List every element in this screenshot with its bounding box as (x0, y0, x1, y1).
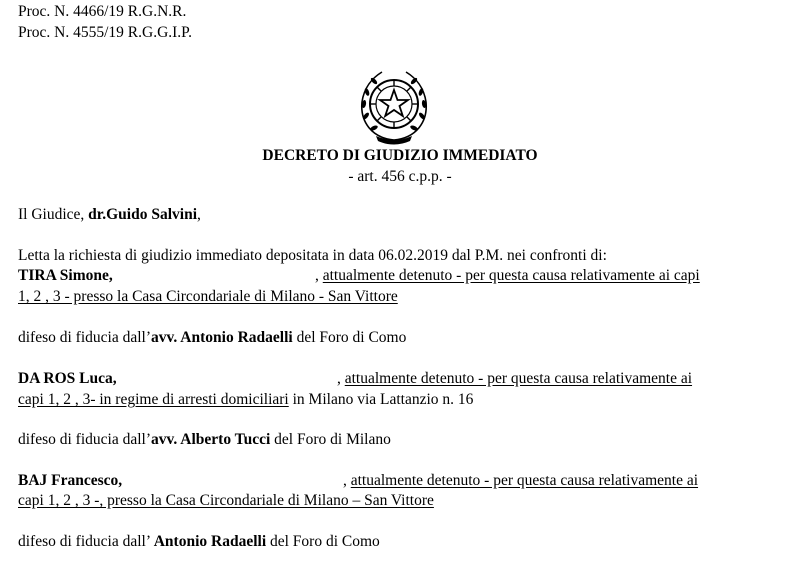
defendant-status-line: , attualmente detenuto - per questa causa relativamente ai (343, 472, 699, 489)
defendant-status-line: , attualmente detenuto - per questa causa relativamente ai capi (315, 267, 700, 284)
defendant-status-line: capi 1, 2 , 3 -, presso la Casa Circondariale di Milano – San Vittore (18, 492, 434, 509)
defense-line: difeso di fiducia dall’avv. Antonio Radaelli del Foro di Como (18, 329, 407, 346)
lawyer-name: Antonio Radaelli (180, 329, 293, 346)
defendant-status-line: capi 1, 2 , 3- in regime di arresti domiciliari in Milano via Lattanzio n. 16 (18, 391, 474, 408)
italian-republic-emblem-icon (352, 66, 436, 146)
lawyer-name: Antonio Radaelli (153, 533, 267, 550)
judge-line: Il Giudice, dr.Guido Salvini, (18, 206, 201, 223)
case-number-rggip: Proc. N. 4555/19 R.G.G.I.P. (18, 24, 192, 41)
defendant-name: TIRA Simone, (18, 267, 113, 284)
request-text: Letta la richiesta di giudizio immediato depositata in data 06.02.2019 dal P.M. nei confronti di: (18, 247, 607, 264)
defendant-name: BAJ Francesco, (18, 472, 123, 489)
document-title: DECRETO DI GIUDIZIO IMMEDIATO (262, 147, 538, 164)
defense-line: difeso di fiducia dall’ Antonio Radaelli del Foro di Como (18, 533, 380, 550)
defense-line: difeso di fiducia dall’avv. Alberto Tucci del Foro di Milano (18, 431, 391, 448)
case-number-rgnr: Proc. N. 4466/19 R.G.N.R. (18, 3, 187, 20)
lawyer-name: Alberto Tucci (180, 431, 271, 448)
document-subtitle: - art. 456 c.p.p. - (348, 168, 452, 185)
defendant-status-line: , attualmente detenuto - per questa causa relativamente ai (337, 370, 693, 387)
defendant-status-line: 1, 2 , 3 - presso la Casa Circondariale di Milano - San Vittore (18, 288, 398, 305)
judge-name: dr.Guido Salvini (88, 206, 198, 223)
defendant-name: DA ROS Luca, (18, 370, 117, 387)
